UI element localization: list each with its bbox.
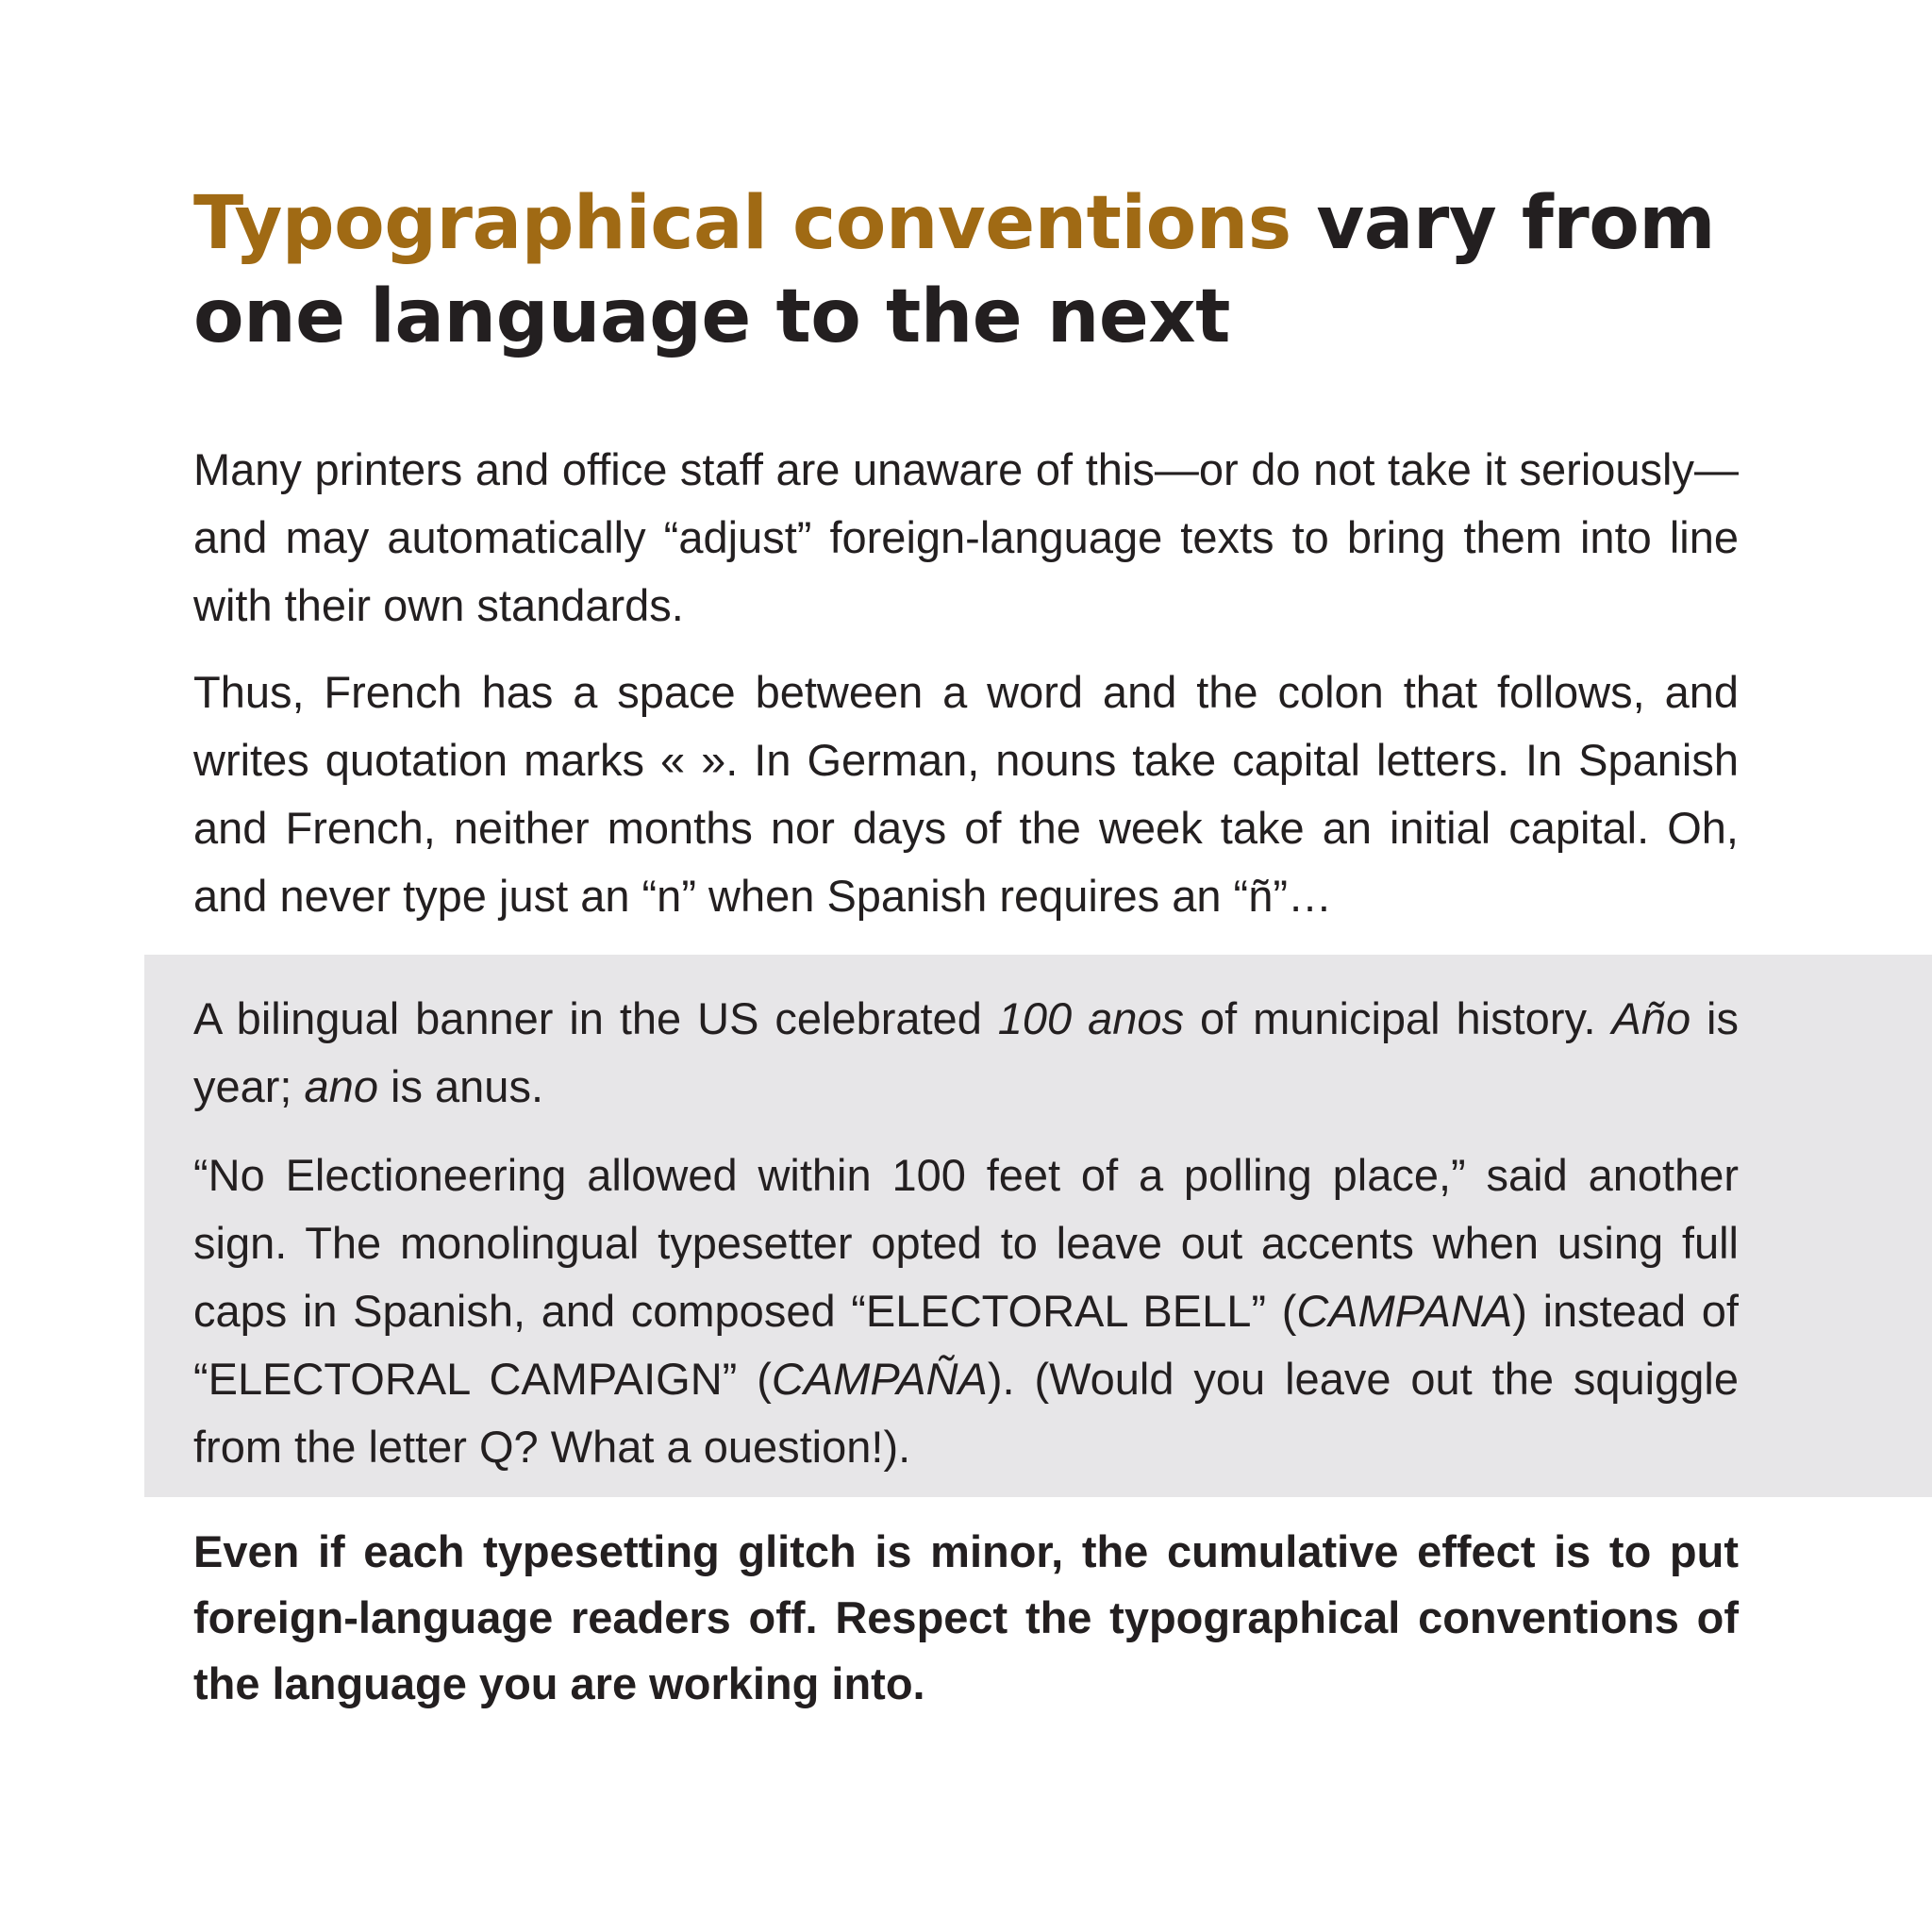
intro-paragraph-1: Many printers and office staff are unaware of this—or do not take it seriously—and may automatically “adjust” foreign-language texts to bring them into line with their own standards.: [193, 444, 1739, 630]
callout-p1-text-b: of municipal history.: [1184, 993, 1612, 1043]
closing-statement: Even if each typesetting glitch is minor, the cumulative effect is to put foreign-language readers off. Respect the typographical conventions of the language you are working into.: [193, 1526, 1739, 1708]
callout-p1-text-c: is year;: [193, 993, 1739, 1111]
intro-section: [193, 436, 1739, 930]
callout-p1-text-d: is anus.: [377, 1061, 544, 1111]
heading-accent: Typographical conventions: [193, 181, 1291, 266]
callout-paragraph-2: [193, 1141, 1739, 1481]
callout-p2-text-c: ). (Would you leave out the squiggle from the letter Q? What a ouestion!).: [193, 1354, 1739, 1472]
callout-p2-text-b: ) instead of “ELECTORAL CAMPAIGN” (: [193, 1286, 1739, 1404]
heading-rest: vary from one language to the next: [193, 181, 1716, 359]
callout-p1-italic-3: ano: [304, 1061, 378, 1111]
example-callout-box: [144, 955, 1932, 1497]
intro-paragraph-2: Thus, French has a space between a word and the colon that follows, and writes quotation marks « ». In German, nouns take capital letters. In Spanish and French, neither months nor days of the week take an initial capital. Oh, and never type just an “n” when Spanish requires an “ñ”…: [193, 667, 1739, 921]
callout-p2-italic-2: CAMPAÑA: [771, 1354, 988, 1404]
callout-content: [193, 985, 1739, 1481]
page-heading: [193, 177, 1740, 364]
callout-paragraph-1: [193, 985, 1739, 1121]
callout-p1-text-a: A bilingual banner in the US celebrated: [193, 993, 998, 1043]
callout-p2-italic-1: CAMPANA: [1296, 1286, 1513, 1336]
callout-p2-text-a: “No Electioneering allowed within 100 feet of a polling place,” said another sign. The monolingual typesetter opted to leave out accents when using full caps in Spanish, and composed “ELECTORAL BELL” (: [193, 1150, 1739, 1336]
callout-p1-italic-2: Año: [1611, 993, 1691, 1043]
callout-p1-italic-1: 100 anos: [997, 993, 1185, 1043]
